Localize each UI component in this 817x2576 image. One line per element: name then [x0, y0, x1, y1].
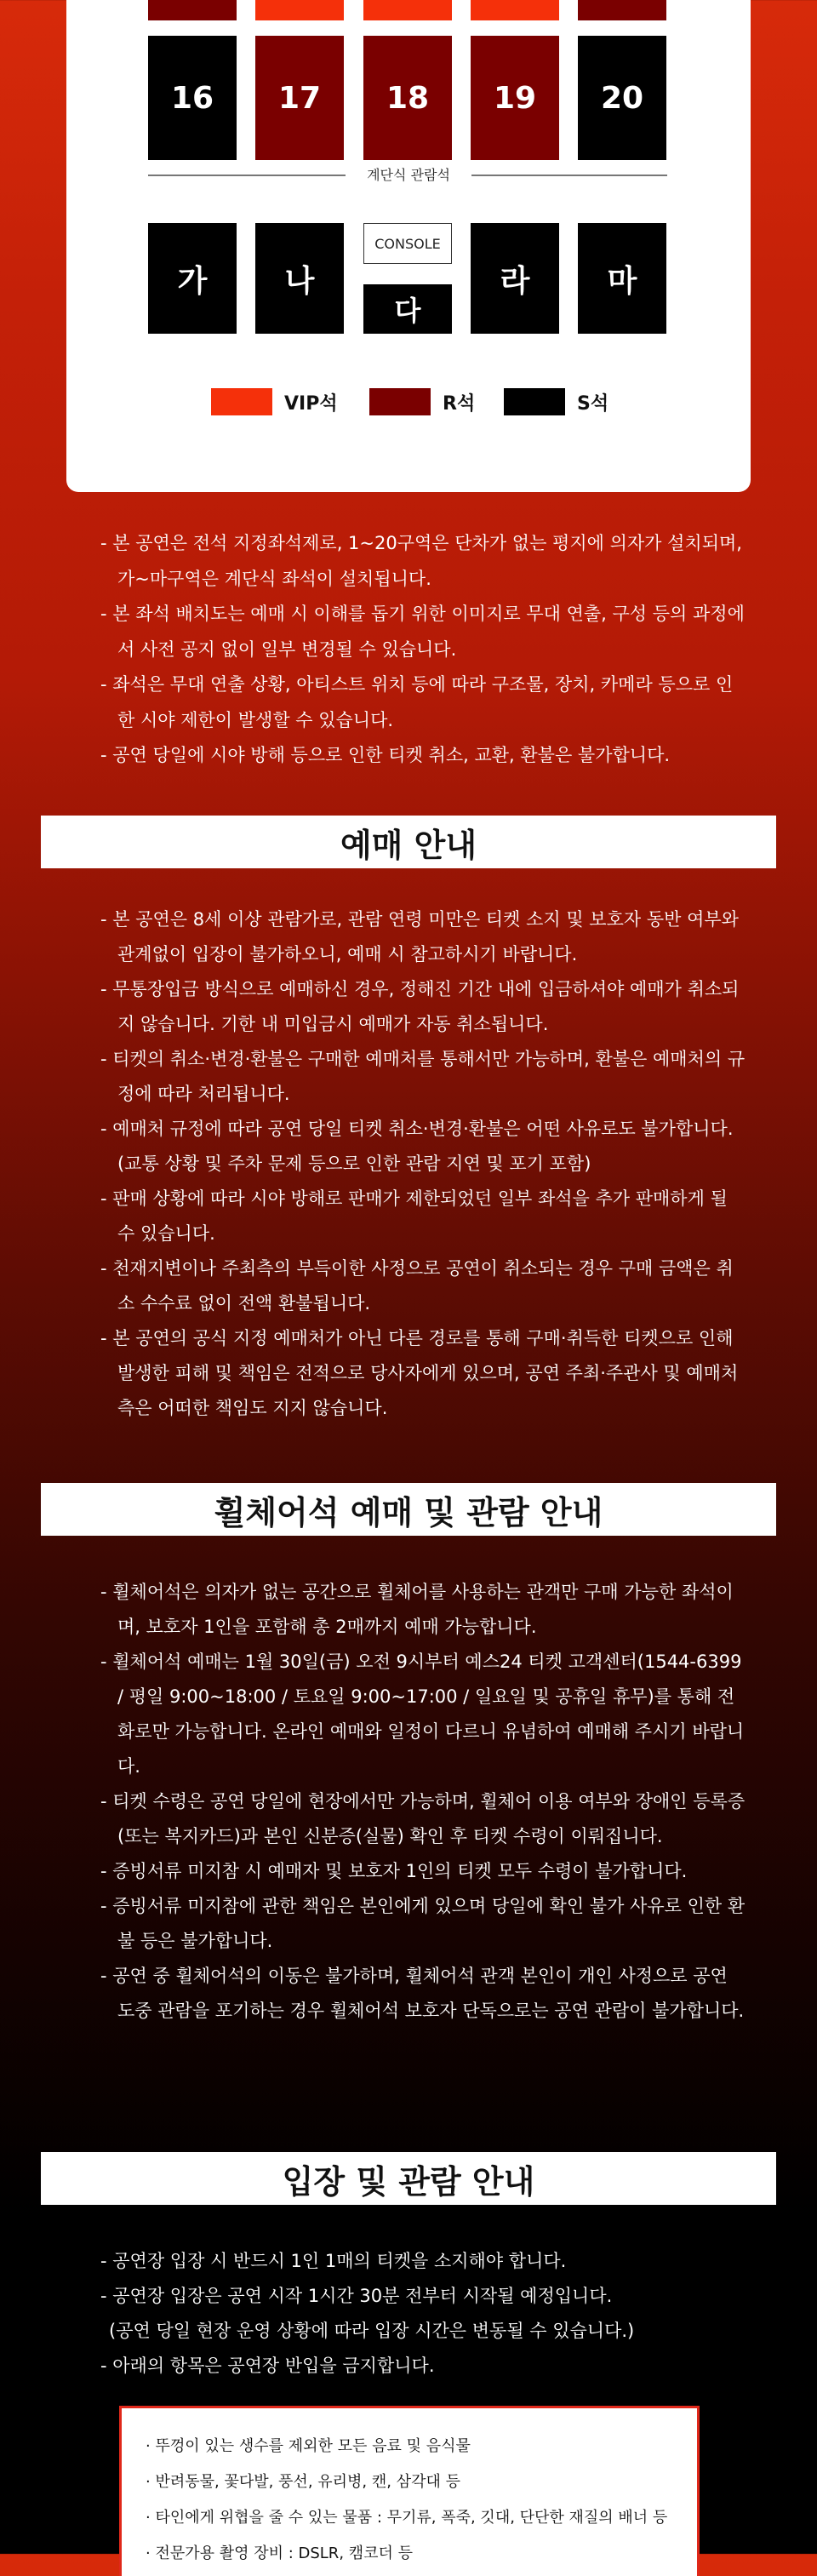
legend-s: [504, 388, 608, 415]
list-item: - 무통장입금 방식으로 예매하신 경우, 정해진 기간 내에 입금하셔야 예매가 취소되지 않습니다. 기한 내 미입금시 예매가 자동 취소됩니다.: [100, 979, 740, 1034]
seat-block: [255, 0, 344, 20]
seat-block-16: [148, 36, 237, 160]
list-item: - 휠체어석 예매는 1월 30일(금) 오전 9시부터 예스24 티켓 고객센터(1544-6399 / 평일 9:00~18:00 / 토요일 9:00~17:00 / 일요일 및 공휴일 휴무)를 통해 전화로만 가능합니다. 온라인 예매와 일정이 다르니 유념하여 예매해 주시기 바랍니다.: [100, 1652, 745, 1777]
section-title-entry: 입장 및 관람 안내: [41, 2152, 776, 2205]
list-item: [100, 2314, 747, 2349]
seat-block-ga: [148, 223, 237, 334]
seat-block-ra: [471, 223, 559, 334]
list-item: - 티켓의 취소·변경·환불은 구매한 예매처를 통해서만 가능하며, 환불은 예매처의 규정에 따라 처리됩니다.: [100, 1049, 746, 1104]
list-item: - 휠체어석은 의자가 없는 공간으로 휠체어를 사용하는 관객만 구매 가능한 좌석이며, 보호자 1인을 포함해 총 2매까지 예매 가능합니다.: [100, 1582, 734, 1637]
entry-notes: [100, 2244, 747, 2384]
seat-block-ma: [578, 223, 666, 334]
seat-block: [363, 0, 452, 20]
list-item: - 본 공연은 전석 지정좌석제로, 1~20구역은 단차가 없는 평지에 의자가 설치되며, 가~마구역은 계단식 좌석이 설치됩니다.: [100, 533, 742, 589]
legend-label: S석: [577, 392, 609, 415]
legend-swatch: [211, 388, 272, 415]
prohibited-item: · 반려동물, 꽃다발, 풍선, 유리병, 캔, 삼각대 등: [146, 2473, 460, 2491]
list-item: - 공연장 입장 시 반드시 1인 1매의 티켓을 소지해야 합니다.: [100, 2251, 567, 2271]
seat-label: 17: [277, 80, 322, 116]
seat-label: 라: [500, 263, 530, 299]
seat-label: 18: [386, 80, 430, 116]
seat-block-19: [471, 36, 559, 160]
console-box: CONSOLE: [363, 223, 452, 264]
list-item: - 좌석은 무대 연출 상황, 아티스트 위치 등에 따라 구조물, 장치, 카메라 등으로 인한 시야 제한이 발생할 수 있습니다.: [100, 674, 734, 730]
legend-label: R석: [443, 392, 476, 415]
seat-map-panel: [66, 0, 751, 492]
list-item: - 티켓 수령은 공연 당일에 현장에서만 가능하며, 휠체어 이용 여부와 장애인 등록증(또는 복지카드)과 본인 신분증(실물) 확인 후 티켓 수령이 이뤄집니다.: [100, 1791, 746, 1846]
seat-label: 다: [394, 295, 421, 327]
seat-label: 마: [607, 263, 637, 299]
legend-swatch: [504, 388, 565, 415]
seat-block-17: [255, 36, 344, 160]
legend-swatch: [369, 388, 431, 415]
section-title-wheelchair: 휠체어석 예매 및 관람 안내: [41, 1483, 776, 1536]
list-item: - 판매 상황에 따라 시야 방해로 판매가 제한되었던 일부 좌석을 추가 판매하게 될 수 있습니다.: [100, 1188, 728, 1244]
prohibited-item: · 뚜껑이 있는 생수를 제외한 모든 음료 및 음식물: [146, 2437, 471, 2455]
legend-label: VIP석: [284, 392, 338, 415]
list-item: - 본 좌석 배치도는 예매 시 이해를 돕기 위한 이미지로 무대 연출, 구성 등의 과정에서 사전 공지 없이 일부 변경될 수 있습니다.: [100, 604, 745, 660]
list-item: - 증빙서류 미지참 시 예매자 및 보호자 1인의 티켓 모두 수령이 불가합니다.: [100, 1861, 688, 1881]
seat-block-20: [578, 36, 666, 160]
list-item: - 천재지변이나 주최측의 부득이한 사정으로 공연이 취소되는 경우 구매 금액은 취소 수수료 없이 전액 환불됩니다.: [100, 1258, 734, 1314]
prohibited-item: · 타인에게 위협을 줄 수 있는 물품 : 무기류, 폭죽, 깃대, 단단한 재질의 배너 등: [146, 2509, 668, 2527]
tier-label: 계단식 관람석: [367, 167, 450, 183]
list-item: - 본 공연의 공식 지정 예매처가 아닌 다른 경로를 통해 구매·취득한 티켓으로 인해 발생한 피해 및 책임은 전적으로 당사자에게 있으며, 공연 주최·주관사 및 예매처측은 어떠한 책임도 지지 않습니다.: [100, 1328, 739, 1418]
wheelchair-notes: [100, 1575, 747, 2029]
list-item-note: (공연 당일 현장 운영 상황에 따라 입장 시간은 변동될 수 있습니다.): [109, 2321, 635, 2341]
list-item: - 증빙서류 미지참에 관한 책임은 본인에게 있으며 당일에 확인 불가 사유로 인한 환불 등은 불가합니다.: [100, 1896, 746, 1951]
list-item: - 예매처 규정에 따라 공연 당일 티켓 취소·변경·환불은 어떤 사유로도 불가합니다. (교통 상황 및 주차 문제 등으로 인한 관람 지연 및 포기 포함): [100, 1119, 734, 1174]
list-item: - 공연 당일에 시야 방해 등으로 인한 티켓 취소, 교환, 환불은 불가합니다.: [100, 745, 671, 765]
seat-block: [148, 0, 237, 20]
list-item: - 공연 중 휠체어석의 이동은 불가하며, 휠체어석 관객 본인이 개인 사정으로 공연 도중 관람을 포기하는 경우 휠체어석 보호자 단독으로는 공연 관람이 불가합니다.: [100, 1966, 745, 2021]
seat-block-18: [363, 36, 452, 160]
seat-label: 나: [284, 263, 315, 299]
seat-label: 19: [493, 80, 537, 116]
prohibited-items-box: [119, 2406, 700, 2576]
seat-block-na: [255, 223, 344, 334]
seat-label: 16: [170, 80, 214, 116]
list-item: - 본 공연은 8세 이상 관람가로, 관람 연령 미만은 티켓 소지 및 보호자 동반 여부와 관계없이 입장이 불가하오니, 예매 시 참고하시기 바랍니다.: [100, 909, 739, 965]
seat-label: 20: [600, 80, 644, 116]
seat-block-da: [363, 284, 452, 334]
seat-block: [471, 0, 559, 20]
section-title-booking: 예매 안내: [41, 816, 776, 868]
list-item: - 아래의 항목은 공연장 반입을 금지합니다.: [100, 2356, 435, 2376]
seat-notes: [100, 526, 747, 774]
prohibited-item: · 전문가용 촬영 장비 : DSLR, 캠코더 등: [146, 2545, 414, 2562]
seat-label: 가: [177, 263, 208, 299]
legend-vip: [211, 388, 338, 415]
booking-notes: [100, 902, 747, 1426]
legend-r: [369, 388, 475, 415]
list-item: - 공연장 입장은 공연 시작 1시간 30분 전부터 시작될 예정입니다.: [100, 2286, 613, 2306]
seat-block: [578, 0, 666, 20]
